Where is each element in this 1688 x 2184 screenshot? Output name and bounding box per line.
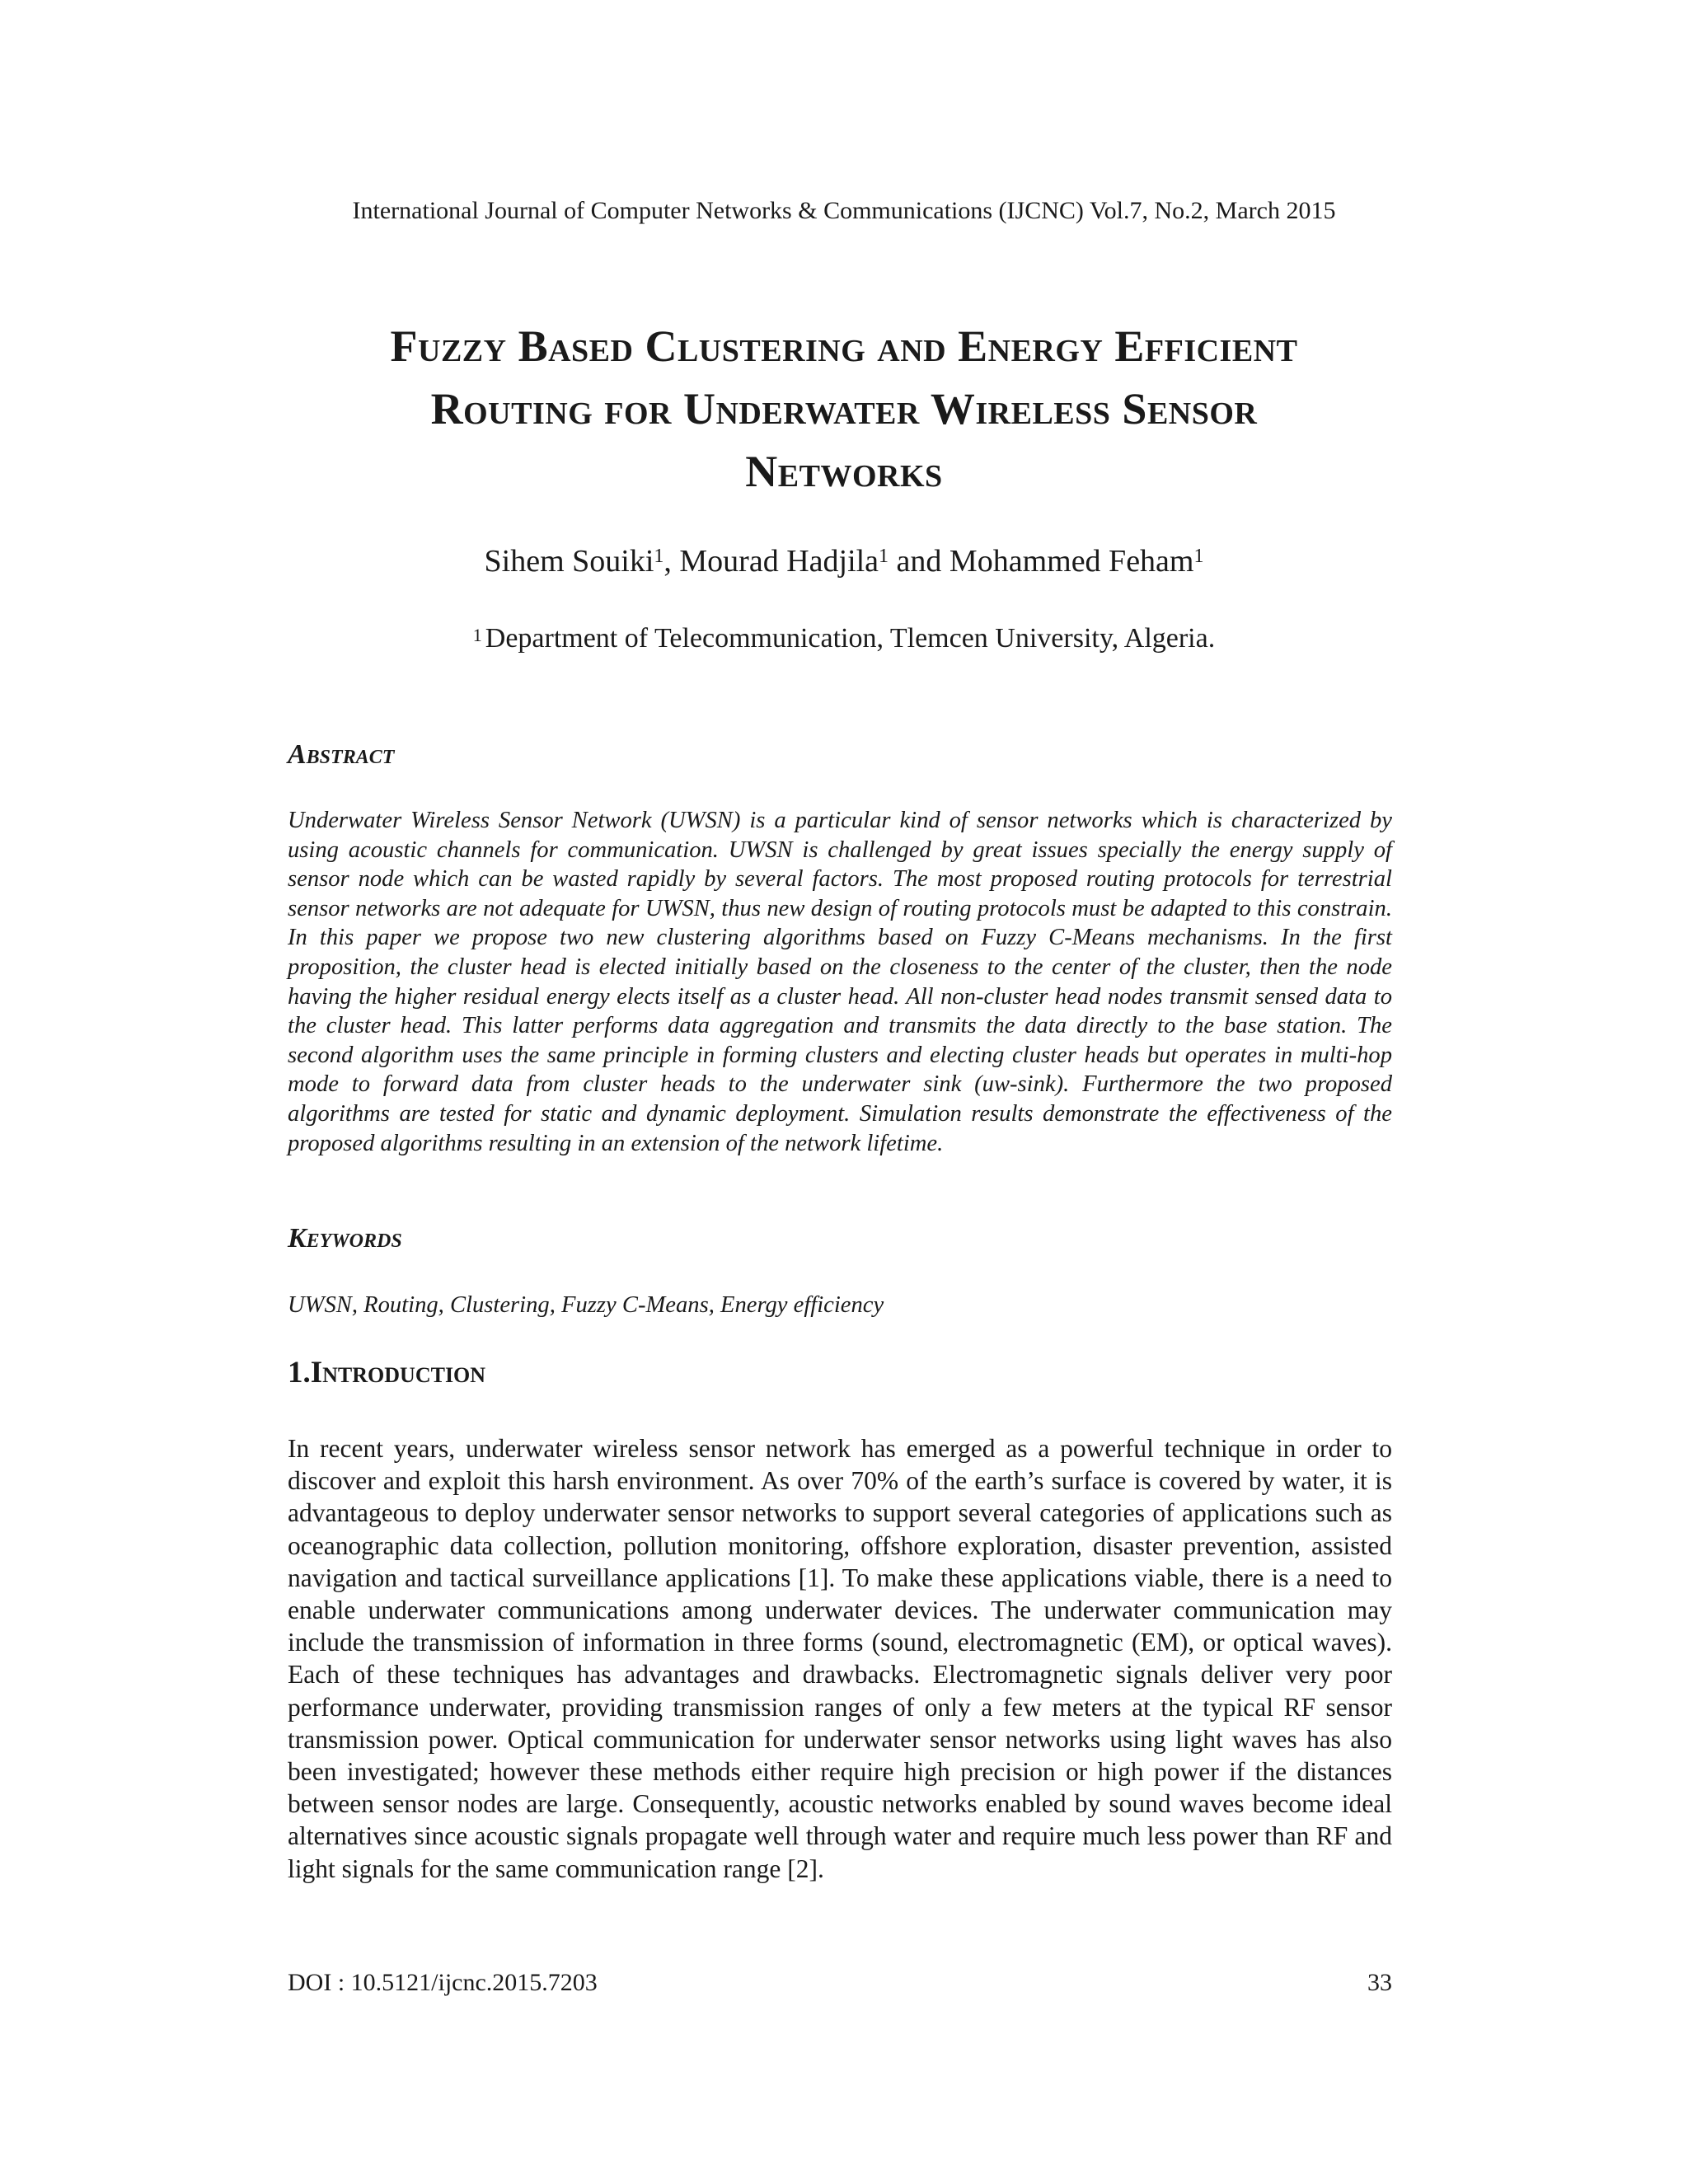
paper-title [214, 315, 1474, 503]
title-line-2: Routing for Underwater Wireless Sensor [430, 384, 1258, 434]
author-separator: and [889, 544, 950, 579]
doi-footer: DOI : 10.5121/ijcnc.2015.7203 [288, 1969, 598, 1996]
author-name: Mourad Hadjila [679, 544, 879, 579]
affiliation-marker: 1 [879, 546, 889, 567]
keywords-heading: Keywords [288, 1223, 402, 1254]
introduction-heading: 1.Introduction [288, 1356, 486, 1390]
affiliation [0, 620, 1688, 658]
abstract-heading: Abstract [288, 739, 395, 770]
page-number: 33 [1367, 1969, 1392, 1996]
author-name: Sihem Souiki [484, 544, 654, 579]
author-list [0, 541, 1688, 582]
author-separator: , [663, 544, 680, 579]
affiliation-marker: 1 [472, 625, 482, 645]
author-name: Mohammed Feham [949, 544, 1194, 579]
keywords-body: UWSN, Routing, Clustering, Fuzzy C-Means, Energy efficiency [288, 1292, 884, 1318]
running-header: International Journal of Computer Networks & Communications (IJCNC) Vol.7, No.2, March 2015 [352, 197, 1336, 224]
affiliation-marker: 1 [1193, 546, 1204, 567]
affiliation-marker: 1 [654, 546, 664, 567]
affiliation-text: Department of Telecommunication, Tlemcen University, Algeria. [485, 623, 1216, 654]
title-line-1: Fuzzy Based Clustering and Energy Efficient [390, 321, 1298, 371]
title-line-3: Networks [745, 447, 943, 496]
introduction-body: In recent years, underwater wireless sensor network has emerged as a powerful technique in order to discover and exploit this harsh environment. As over 70% of the earth’s surface is covered by water, it is advantageous to deploy underwater sensor networks to support several categories of applications such as oceanographic data collection, pollution monitoring, offshore exploration, disaster prevention, assisted navigation and tactical surveillance applications [1]. To make these applications viable, there is a need to enable underwater communications among underwater devices. The underwater communication may include the transmission of information in three forms (sound, electromagnetic (EM), or optical waves). Each of these techniques has advantages and drawbacks. Electromagnetic signals deliver very poor performance underwater, providing transmission ranges of only a few meters at the typical RF sensor transmission power. Optical communication for underwater sensor networks using light waves has also been investigated; however these methods either require high precision or high power if the distances between sensor nodes are large. Consequently, acoustic networks enabled by sound waves become ideal alternatives since acoustic signals propagate well through water and require much less power than RF and light signals for the same communication range [2]. [288, 1434, 1392, 1883]
abstract-body: Underwater Wireless Sensor Network (UWSN) is a particular kind of sensor networks which is characterized by using acoustic channels for communication. UWSN is challenged by great issues specially the energy supply of sensor node which can be wasted rapidly by several factors. The most proposed routing protocols for terrestrial sensor networks are not adequate for UWSN, thus new design of routing protocols must be adapted to this constrain. In this paper we propose two new clustering algorithms based on Fuzzy C-Means mechanisms. In the first proposition, the cluster head is elected initially based on the closeness to the center of the cluster, then the node having the higher residual energy elects itself as a cluster head. All non-cluster head nodes transmit sensed data to the cluster head. This latter performs data aggregation and transmits the data directly to the base station. The second algorithm uses the same principle in forming clusters and electing cluster heads but operates in multi-hop mode to forward data from cluster heads to the underwater sink (uw-sink). Furthermore the two proposed algorithms are tested for static and dynamic deployment. Simulation results demonstrate the effectiveness of the proposed algorithms resulting in an extension of the network lifetime. [288, 808, 1392, 1156]
